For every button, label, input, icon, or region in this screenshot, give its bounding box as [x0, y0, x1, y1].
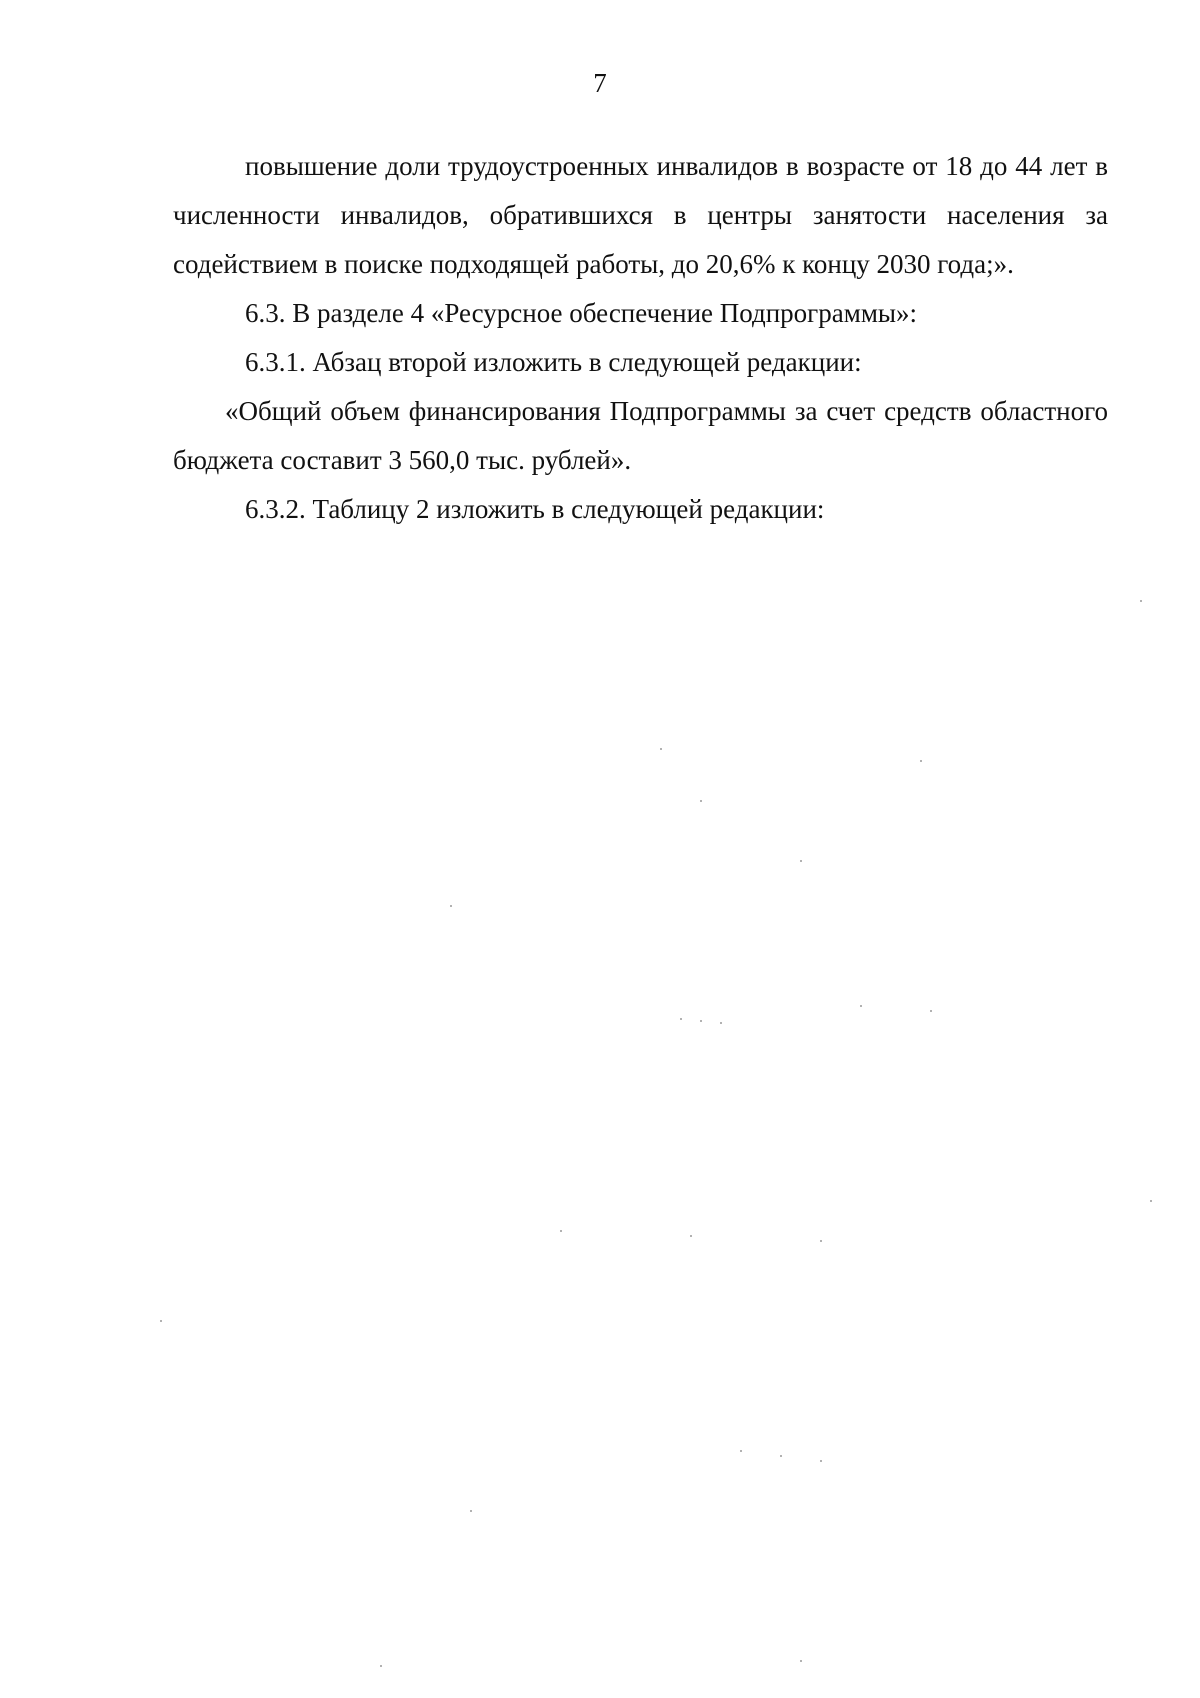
paragraph-section-6-3: 6.3. В разделе 4 «Ресурсное обеспечение Подпрограммы»: [245, 298, 918, 328]
paragraph-section-6-3-1: 6.3.1. Абзац второй изложить в следующей редакции: [245, 347, 862, 377]
paragraph-goal-indicator: повышение доли трудоустроенных инвалидов в возрасте от 18 до 44 лет в численности инвалидов, обратившихся в центры занятости населения за содействием в поиске подходящей работы, до 20,6% к концу 2030 года;». [173, 151, 1108, 279]
document-body [173, 142, 1108, 534]
paragraph-section-6-3-2: 6.3.2. Таблицу 2 изложить в следующей редакции: [245, 494, 825, 524]
page-number: 7 [593, 68, 607, 98]
paragraph-funding-volume: «Общий объем финансирования Подпрограммы за счет средств областного бюджета составит 3 560,0 тыс. рублей». [173, 396, 1108, 475]
